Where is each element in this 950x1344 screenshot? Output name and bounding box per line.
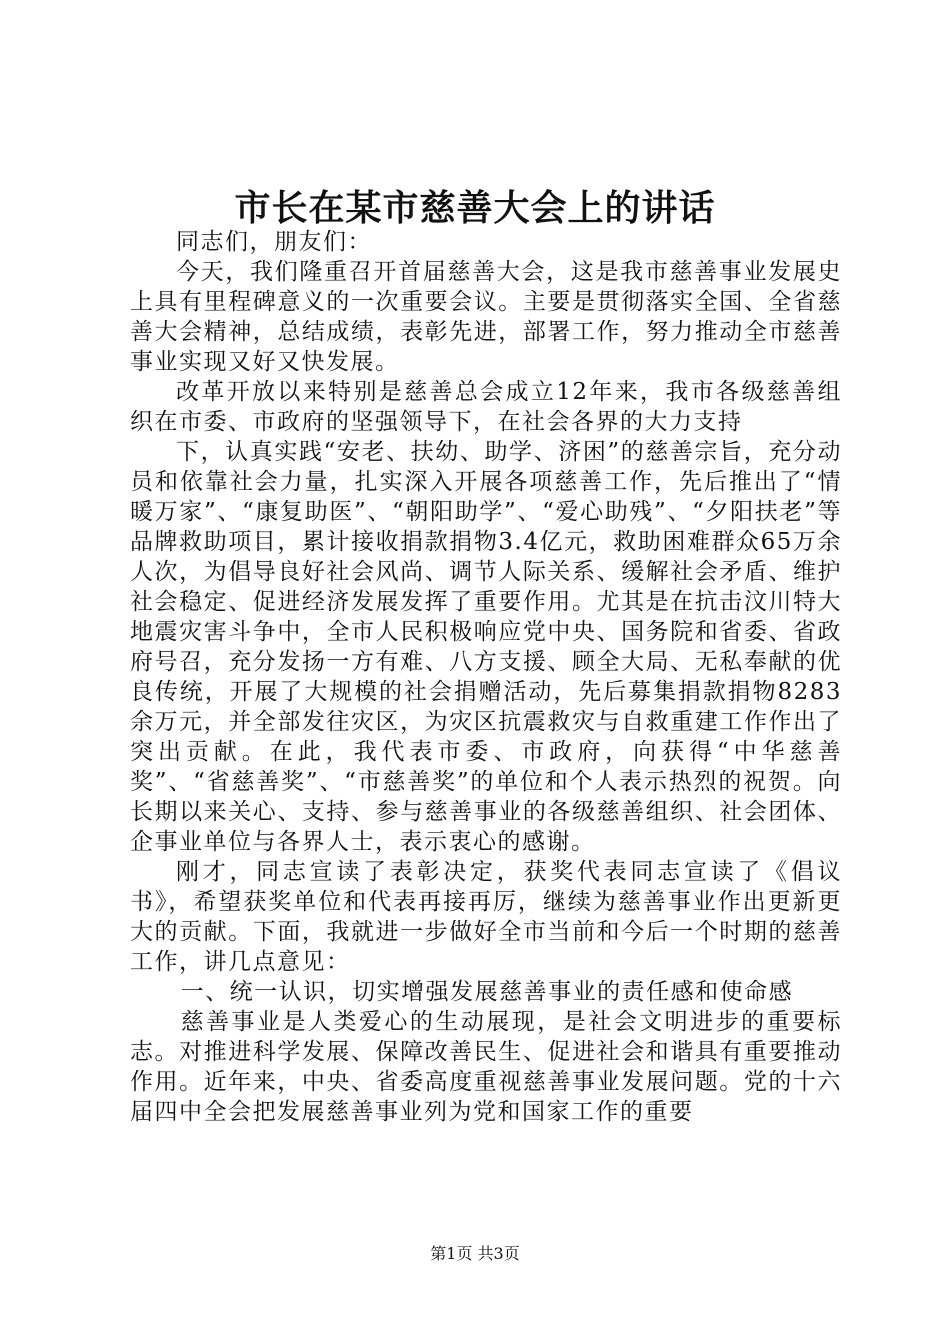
salutation-paragraph: 同志们，朋友们：: [176, 229, 372, 255]
body-paragraph: 下，认真实践“安老、扶幼、助学、济困”的慈善宗旨，充分动员和依靠社会力量，扎实深入开展各项慈善工作，先后推出了“情暖万家”、“康复助医”、“朝阳助学”、“爱心助残”、“夕阳扶老”等品牌救助项目，累计接收捐款捐物3.4亿元，救助困难群众65万余人次，为倡导良好社会风尚、调节人际关系、缓解社会矛盾、维护社会稳定、促进经济发展发挥了重要作用。尤其是在抗击汶川特大地震灾害斗争中，全市人民积极响应党中央、国务院和省委、省政府号召，充分发扬一方有难、八方支援、顾全大局、无私奉献的优良传统，开展了大规模的社会捐赠活动，先后募集捐款捐物8283余万元，并全部发往灾区，为灾区抗震救灾与自救重建工作作出了突出贡献。在此，我代表市委、市政府，向获得“中华慈善奖”、“省慈善奖”、“市慈善奖”的单位和个人表示热烈的祝贺。向长期以来关心、支持、参与慈善事业的各级慈善组织、社会团体、企事业单位与各界人士，表示衷心的感谢。: [130, 439, 842, 855]
document-title: 市长在某市慈善大会上的讲话: [234, 187, 716, 229]
page-indicator: 第1页 共3页: [430, 1244, 520, 1263]
document-body: [130, 227, 842, 1127]
section-heading: 一、统一认识，切实增强发展慈善事业的责任感和使命感: [180, 979, 794, 1005]
body-paragraph: 刚才，同志宣读了表彰决定，获奖代表同志宣读了《倡议书》，希望获奖单位和代表再接再厉，继续为慈善事业作出更新更大的贡献。下面，我就进一步做好全市当前和今后一个时期的慈善工作，讲几点意见：: [130, 859, 842, 975]
body-paragraph: 慈善事业是人类爱心的生动展现，是社会文明进步的重要标志。对推进科学发展、保障改善民生、促进社会和谐具有重要推动作用。近年来，中央、省委高度重视慈善事业发展问题。党的十六届四中全会把发展慈善事业列为党和国家工作的重要: [130, 1009, 842, 1125]
body-paragraph: 改革开放以来特别是慈善总会成立12年来，我市各级慈善组织在市委、市政府的坚强领导下，在社会各界的大力支持: [130, 379, 842, 435]
body-paragraph: 今天，我们隆重召开首届慈善大会，这是我市慈善事业发展史上具有里程碑意义的一次重要会议。主要是贯彻落实全国、全省慈善大会精神，总结成绩，表彰先进，部署工作，努力推动全市慈善事业实现又好又快发展。: [130, 259, 842, 375]
